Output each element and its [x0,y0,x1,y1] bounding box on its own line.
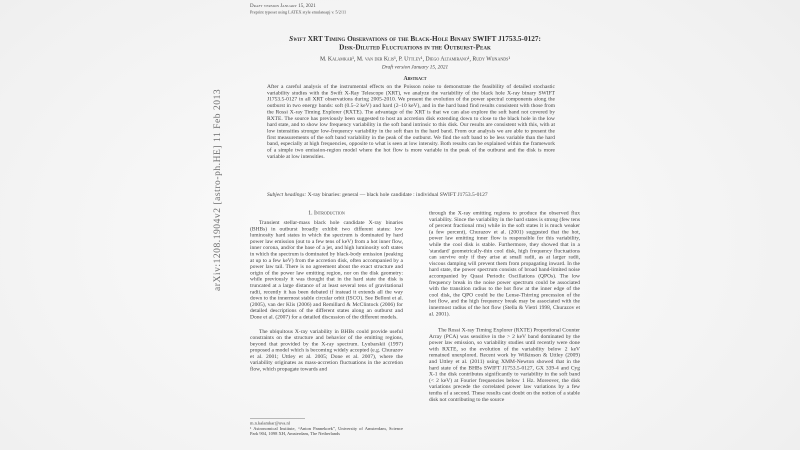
right-column-paragraph-1: through the X-ray emitting regions to produce the observed flux variability. Since the variability in the hard states is strong (few tens of percent fractional rms) while in the soft states it is much weaker (a few percent), Churazov et al. (2001) suggested that the hot, power law emitting inner flow is responsible for this variability, while the cool disk is stable. Furthermore, they showed that in a 'standard' geometrically-thin cool disk, high frequency fluctuations can survive only if they arise at small radii, as at larger radii, viscous damping will prevent them from propagating inward. In the hard state, the power spectrum consists of broad band-limited noise accompanied by Quasi Periodic Oscillations (QPOs). The low frequency break in the noise power spectrum could be associated with the transition radius to the hot flow at the inner edge of the cool disk, the QPO could be the Lense-Thirring precession of the hot flow, and the high frequency break may be associated with the innermost radius of the hot flow (Stella & Vietri 1998, Churazov et al. 2001). [429,210,580,317]
right-column-paragraph-2: The Rossi X-ray Timing Explorer (RXTE) Proportional Counter Array (PCA) was sensitive in the > 2 keV band dominated by the power law emission, so variability studies until recently were done with RXTE, so the evolution of the variability below 2 keV remained unexplored. Recent work by Wilkinson & Uttley (2009) and Uttley et al. (2011) using XMM-Newton showed that in the hard state of the BHBs SWIFT J1753.5-0127, GX 339-4 and Cyg X-1 the disk contributes significantly to variability in the soft band (< 2 keV) at Fourier frequencies below 1 Hz. Moreover, the disk variations precede the correlated power law variations by a few tenths of a second. These results cast doubt on the notion of a stable disk not contributing to the source [429,327,580,403]
body-left-column [250,210,403,372]
abstract-text: After a careful analysis of the instrumental effects on the Poisson noise to demonstrate the feasibility of detailed stochastic variability studies with the Swift X-Ray Telescope (XRT), we analyze the variability of the black hole X-ray binary SWIFT J1753.5-0127 in all XRT observations during 2005-2010. We present the evolution of the power spectral components along the outburst in two energy bands: soft (0.5–2 keV) and hard (2–10 keV), and in the hard band find results consistent with those from the Rossi X-ray Timing Explorer (RXTE). The advantage of the XRT is that we can also explore the soft band not covered by RXTE. The source has previously been suggested to host an accretion disk extending down to close to the black hole in the low hard state, and to show low frequency variability in the soft band intrinsic to this disk. Our results are consistent with this, with at low intensities stronger low-frequency variability in the soft than in the hard band. From our analysis we are able to present the first measurements of the soft band variability in the peak of the outburst. We find the soft band to be less variable than the hard band, especially at high frequencies, opposite to what is seen at low intensity. Both results can be explained within the framework of a simple two emission-region model where the hot flow is more variable in the peak of the outburst and the disk is more variable at low intensities. [267,83,555,160]
author-list: M. Kalamkar¹, M. van der Klis¹, P. Uttley¹, Diego Altamirano¹, Rudy Wijnands¹ [319,56,511,62]
paper-title-line1 [250,35,580,44]
footnote-email: m.n.kalamkar@uva.nl [250,420,291,426]
subject-headings-text: X-ray binaries: general — black hole candidate : individual SWIFT J1753.5-0127 [306,191,488,198]
abstract-heading: Abstract [403,75,427,82]
draft-version-line: Draft version January 15, 2021 [250,3,316,9]
subject-headings-label: Subject headings: [267,191,307,198]
intro-paragraph-2: The ubiquitous X-ray variability in BHBs could provide useful constraints on the structure and behavior of the emitting regions, beyond that provided by the X-ray spectrum. Lyubarskii (1997) proposed a model which is becoming widely accepted (e.g. Churazov et al. 2001; Uttley et al. 2005; Done et al. 2007), where the variability originates as mass-accretion fluctuations in the accretion flow, which propagate towards and [250,328,403,373]
footnote-affiliation: ¹ Astronomical Institute, “Anton Pannekoek”, University of Amsterdam, Science Park 904, 1098 XH, Amsterdam, The Netherlands [250,425,403,436]
title-mission-name: Swift [289,35,306,43]
section-heading-introduction: 1. Introduction [308,210,345,216]
subject-headings [267,192,567,198]
footnote-rule [250,418,305,419]
draft-header [250,3,346,16]
paper-title [250,35,580,52]
intro-paragraph-1: Transient stellar-mass black hole candidate X-ray binaries (BHBs) in outburst broadly exhibit two different states: low luminosity hard states in which the spectrum is dominated by hard power law emission (out to a few tens of keV) from a hot inner flow, inner corona, and/or the base of a jet, and high luminosity soft states in which the spectrum is dominated by black-body emission (peaking at up to a few keV) from the accretion disk, often accompanied by a power law tail. There is no agreement about the exact structure and origin of the power law emitting region, nor on the disk geometry: while previously it was thought that in the hard state the disk is truncated at a large distance of at least several tens of gravitational radii, recently it has been debated if instead it extends all the way down to the innermost stable circular orbit (ISCO). See Belloni et al. (2005), van der Klis (2006) and Remillard & McClintock (2006) for detailed descriptions of the different states along an outburst and Done et al. (2007) for a detailed discussion of the different models. [250,219,403,320]
preprint-typeset-line: Preprint typeset using LATEX style emulateapj v. 5/2/11 [250,9,347,15]
draft-dateline: Draft version January 15, 2021 [381,64,449,70]
paper-title-line2: Disk-Diluted Fluctuations in the Outburst-Peak [339,43,491,52]
footnote-block [250,418,403,436]
title-line1-rest: XRT Timing Observations of the Black-Hole Binary SWIFT J1753.5-0127: [305,35,541,43]
body-right-column [429,210,580,403]
arxiv-stamp: arXiv:1208.1904v2 [astro-ph.HE] 11 Feb 2013 [212,88,223,291]
